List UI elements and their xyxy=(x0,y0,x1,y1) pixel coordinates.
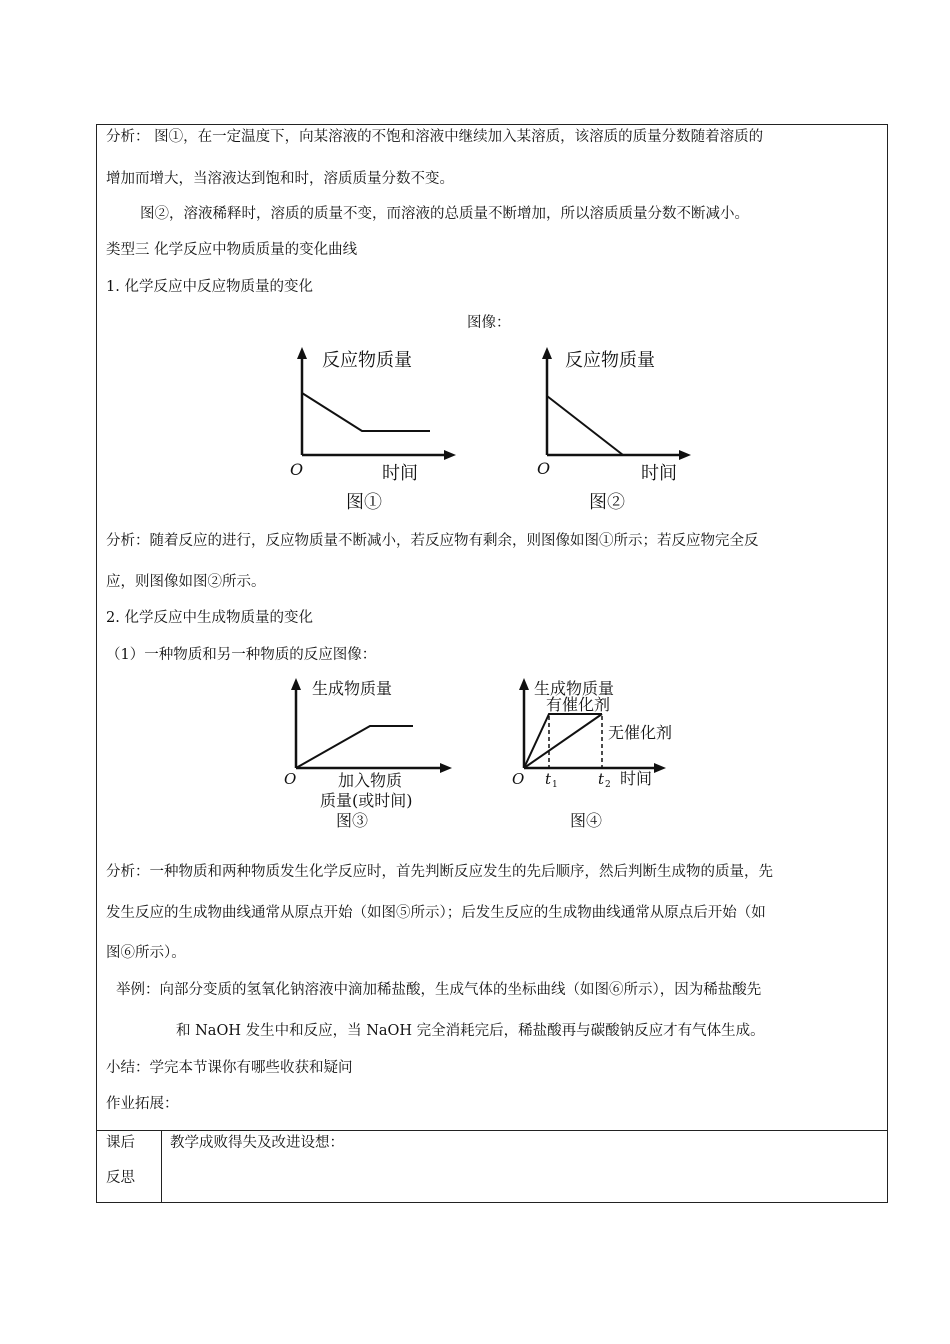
fig3-xlabel-line-2: 质量(或时间) xyxy=(320,791,413,810)
fig4-caption: 图④ xyxy=(570,811,603,830)
reflection-label-line-2: 反思 xyxy=(106,1170,135,1186)
figure-3 xyxy=(280,676,460,832)
fig1-curve xyxy=(302,393,430,431)
fig4-t1-subscript: 1 xyxy=(552,780,558,790)
fig3-ylabel: 生成物质量 xyxy=(312,679,393,698)
analysis-paragraph-2: 图②，溶液稀释时，溶质的质量不变，而溶液的总质量不断增加，所以溶质质量分数不断减小。 xyxy=(140,206,749,222)
example-line-1: 举例：向部分变质的氢氧化钠溶液中滴加稀盐酸，生成气体的坐标曲线（如图⑥所示），因为稀盐酸先 xyxy=(116,982,762,998)
fig3-curve xyxy=(296,726,413,768)
fig4-label-catalyst: 有催化剂 xyxy=(546,695,611,714)
example-line-2: 和 NaOH 发生中和反应，当 NaOH 完全消耗完后，稀盐酸再与碳酸钠反应才有气体生成。 xyxy=(176,1023,765,1039)
fig1-y-arrow xyxy=(297,347,307,359)
figure-4 xyxy=(510,676,710,832)
fig4-xlabel: 时间 xyxy=(620,769,653,788)
fig3-x-arrow xyxy=(440,763,452,773)
analysis-paragraph-1-line-2: 增加而增大，当溶液达到饱和时，溶质质量分数不变。 xyxy=(106,171,454,187)
summary-line: 小结：学完本节课你有哪些收获和疑问 xyxy=(106,1060,353,1076)
analysis-product-line-1: 分析：一种物质和两种物质发生化学反应时，首先判断反应发生的先后顺序，然后判断生成物的质量，先 xyxy=(106,864,773,880)
table-row-divider xyxy=(97,1130,887,1131)
fig1-x-arrow xyxy=(444,450,456,460)
figure-1 xyxy=(284,343,464,515)
fig4-t2: t xyxy=(598,770,605,788)
fig4-y-arrow xyxy=(519,678,529,690)
fig2-x-arrow xyxy=(679,450,691,460)
fig3-y-arrow xyxy=(291,678,301,690)
fig4-origin: O xyxy=(512,770,525,788)
analysis-reactant-line-1: 分析：随着反应的进行，反应物质量不断减小，若反应物有剩余，则图像如图①所示；若反应物完全反 xyxy=(106,533,759,549)
type3-heading: 类型三 化学反应中物质质量的变化曲线 xyxy=(106,242,358,258)
section2-heading: 2. 化学反应中生成物质量的变化 xyxy=(106,610,313,626)
sub1-heading: （1）一种物质和另一种物质的反应图像： xyxy=(106,647,377,663)
fig4-t2-subscript: 2 xyxy=(605,780,611,790)
fig3-xlabel-line-1: 加入物质 xyxy=(338,771,403,790)
fig2-xlabel: 时间 xyxy=(641,463,677,484)
fig3-caption: 图③ xyxy=(336,811,369,830)
fig1-ylabel: 反应物质量 xyxy=(322,350,412,371)
table-column-divider xyxy=(161,1130,162,1202)
fig2-caption: 图② xyxy=(589,492,625,513)
analysis-reactant-line-2: 应，则图像如图②所示。 xyxy=(106,574,266,590)
fig4-x-arrow xyxy=(654,763,666,773)
fig2-y-arrow xyxy=(542,347,552,359)
fig4-ylabel: 生成物质量 xyxy=(534,679,615,698)
section1-heading: 1. 化学反应中反应物质量的变化 xyxy=(106,279,313,295)
fig3-origin: O xyxy=(284,770,297,788)
analysis-product-line-2: 发生反应的生成物曲线通常从原点开始（如图⑤所示）；后发生反应的生成物曲线通常从原点后开始（如 xyxy=(106,905,766,921)
fig2-ylabel: 反应物质量 xyxy=(565,350,655,371)
analysis-product-line-3: 图⑥所示）。 xyxy=(106,945,186,961)
reflection-label-line-1: 课后 xyxy=(106,1135,135,1151)
figure-2 xyxy=(531,343,711,515)
analysis-paragraph-1-line-1: 分析： 图①，在一定温度下，向某溶液的不饱和溶液中继续加入某溶质，该溶质的质量分数随着溶质的 xyxy=(106,129,764,145)
images-label: 图像： xyxy=(467,315,511,331)
fig2-origin: O xyxy=(537,459,551,478)
homework-line: 作业拓展： xyxy=(106,1096,179,1112)
fig1-origin: O xyxy=(290,460,304,479)
fig1-xlabel: 时间 xyxy=(382,463,418,484)
fig2-curve xyxy=(547,396,623,455)
reflection-content: 教学成败得失及改进设想： xyxy=(170,1135,344,1151)
fig4-label-no-catalyst: 无催化剂 xyxy=(608,723,673,742)
fig4-t1: t xyxy=(545,770,552,788)
fig1-caption: 图① xyxy=(346,492,382,513)
